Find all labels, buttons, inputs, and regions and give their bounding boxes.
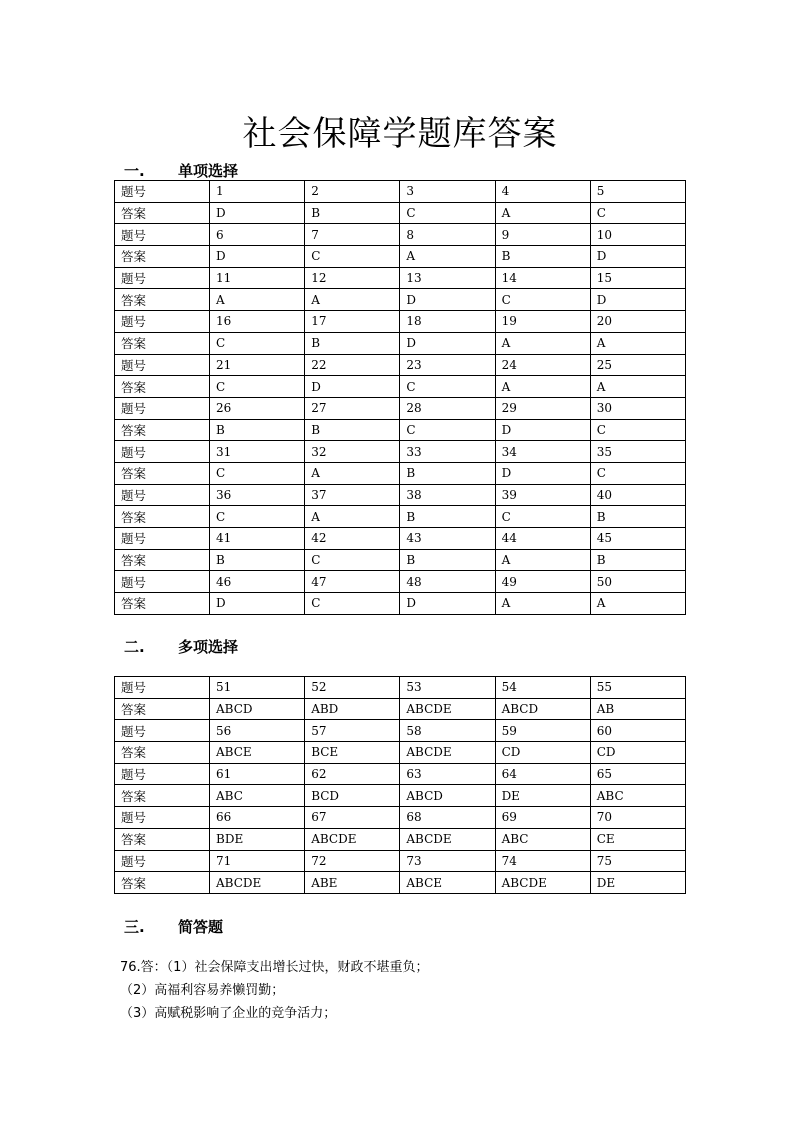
answer-cell: C: [590, 419, 685, 441]
answer-label-cell: 答案: [115, 202, 210, 224]
answer-cell: CD: [590, 742, 685, 764]
answer-line: （2）高福利容易养懒罚勤；: [120, 983, 285, 998]
question-number-cell: 49: [495, 571, 590, 593]
question-number-cell: 9: [495, 224, 590, 246]
question-label-cell: 题号: [115, 528, 210, 550]
question-row: [115, 484, 686, 506]
question-row: [115, 528, 686, 550]
answer-label-cell: 答案: [115, 742, 210, 764]
answer-cell: C: [590, 202, 685, 224]
question-number-cell: 27: [305, 397, 400, 419]
answer-row: [115, 376, 686, 398]
question-number-cell: 63: [400, 763, 495, 785]
answer-row: [115, 742, 686, 764]
answer-row: [115, 549, 686, 571]
answer-cell: B: [305, 419, 400, 441]
question-number-cell: 38: [400, 484, 495, 506]
question-label-cell: 题号: [115, 224, 210, 246]
answer-cell: ABC: [210, 785, 305, 807]
answer-cell: D: [305, 376, 400, 398]
question-number-cell: 45: [590, 528, 685, 550]
answer-cell: A: [400, 246, 495, 268]
single-choice-table: [114, 180, 686, 615]
section-heading-short-answer: [124, 916, 223, 937]
answer-cell: C: [400, 376, 495, 398]
answer-row: [115, 289, 686, 311]
answer-cell: B: [400, 506, 495, 528]
question-number-cell: 40: [590, 484, 685, 506]
question-row: [115, 763, 686, 785]
question-label-cell: 题号: [115, 763, 210, 785]
answer-cell: ABE: [305, 872, 400, 894]
question-number-cell: 28: [400, 397, 495, 419]
question-number-cell: 13: [400, 267, 495, 289]
question-number-cell: 30: [590, 397, 685, 419]
answer-label-cell: 答案: [115, 872, 210, 894]
answer-cell: A: [495, 202, 590, 224]
question-number-cell: 74: [495, 850, 590, 872]
question-row: [115, 677, 686, 699]
question-number-cell: 11: [210, 267, 305, 289]
question-number-cell: 10: [590, 224, 685, 246]
answer-cell: D: [495, 462, 590, 484]
answer-cell: ABCDE: [495, 872, 590, 894]
answer-cell: C: [590, 462, 685, 484]
question-number-cell: 33: [400, 441, 495, 463]
question-label-cell: 题号: [115, 181, 210, 203]
question-number-cell: 60: [590, 720, 685, 742]
question-label-cell: 题号: [115, 807, 210, 829]
question-number-cell: 3: [400, 181, 495, 203]
answer-cell: A: [495, 376, 590, 398]
answer-cell: BCE: [305, 742, 400, 764]
question-number-cell: 62: [305, 763, 400, 785]
question-number-cell: 61: [210, 763, 305, 785]
question-number-cell: 75: [590, 850, 685, 872]
answer-row: [115, 828, 686, 850]
answer-cell: ABCD: [400, 785, 495, 807]
answer-cell: A: [495, 593, 590, 615]
answer-cell: ABCDE: [210, 872, 305, 894]
question-label-cell: 题号: [115, 397, 210, 419]
answer-cell: A: [495, 332, 590, 354]
answer-cell: D: [590, 289, 685, 311]
answer-cell: C: [495, 289, 590, 311]
question-number-cell: 4: [495, 181, 590, 203]
answer-cell: ABCD: [210, 698, 305, 720]
section-label: 单项选择: [178, 162, 239, 180]
question-row: [115, 397, 686, 419]
question-row: [115, 311, 686, 333]
answer-label-cell: 答案: [115, 246, 210, 268]
question-row: [115, 720, 686, 742]
question-number-cell: 43: [400, 528, 495, 550]
question-number-cell: 54: [495, 677, 590, 699]
question-number-cell: 52: [305, 677, 400, 699]
question-number-cell: 55: [590, 677, 685, 699]
answer-cell: AB: [590, 698, 685, 720]
answer-cell: B: [590, 506, 685, 528]
question-number-cell: 73: [400, 850, 495, 872]
question-number-cell: 51: [210, 677, 305, 699]
answer-cell: ABCDE: [400, 698, 495, 720]
answer-cell: B: [400, 549, 495, 571]
question-number-cell: 50: [590, 571, 685, 593]
answer-cell: A: [495, 549, 590, 571]
answer-cell: ABC: [495, 828, 590, 850]
answer-cell: A: [590, 376, 685, 398]
answer-label-cell: 答案: [115, 698, 210, 720]
question-number-cell: 42: [305, 528, 400, 550]
question-label-cell: 题号: [115, 850, 210, 872]
answer-cell: B: [495, 246, 590, 268]
answer-cell: C: [400, 419, 495, 441]
question-number-cell: 2: [305, 181, 400, 203]
question-number-cell: 68: [400, 807, 495, 829]
answer-label-cell: 答案: [115, 332, 210, 354]
answer-cell: C: [400, 202, 495, 224]
question-number-cell: 5: [590, 181, 685, 203]
answer-cell: ABCDE: [400, 828, 495, 850]
question-number-cell: 24: [495, 354, 590, 376]
question-number-cell: 16: [210, 311, 305, 333]
section-number: 一.: [124, 162, 145, 180]
answer-cell: ABCDE: [400, 742, 495, 764]
question-number-cell: 15: [590, 267, 685, 289]
question-number-cell: 67: [305, 807, 400, 829]
question-row: [115, 441, 686, 463]
answer-cell: C: [210, 462, 305, 484]
answer-cell: C: [210, 506, 305, 528]
section-number: 三.: [124, 918, 145, 936]
answer-label-cell: 答案: [115, 549, 210, 571]
question-row: [115, 807, 686, 829]
question-number-cell: 18: [400, 311, 495, 333]
answer-cell: ABCD: [495, 698, 590, 720]
question-number-cell: 70: [590, 807, 685, 829]
question-row: [115, 224, 686, 246]
answer-row: [115, 202, 686, 224]
question-number-cell: 57: [305, 720, 400, 742]
answer-row: [115, 698, 686, 720]
question-number-cell: 44: [495, 528, 590, 550]
answer-cell: D: [400, 289, 495, 311]
question-label-cell: 题号: [115, 441, 210, 463]
question-number-cell: 34: [495, 441, 590, 463]
question-number-cell: 32: [305, 441, 400, 463]
answer-label-cell: 答案: [115, 828, 210, 850]
question-number-cell: 22: [305, 354, 400, 376]
answer-cell: CD: [495, 742, 590, 764]
answer-row: [115, 506, 686, 528]
answer-cell: A: [210, 289, 305, 311]
answer-cell: DE: [495, 785, 590, 807]
question-row: [115, 571, 686, 593]
question-number-cell: 39: [495, 484, 590, 506]
question-number-cell: 19: [495, 311, 590, 333]
page-title: 社会保障学题库答案: [242, 114, 558, 154]
question-number-cell: 21: [210, 354, 305, 376]
answer-cell: C: [495, 506, 590, 528]
answer-cell: A: [305, 462, 400, 484]
answer-cell: D: [400, 332, 495, 354]
question-number-cell: 20: [590, 311, 685, 333]
question-number-cell: 48: [400, 571, 495, 593]
answer-cell: B: [305, 202, 400, 224]
answer-cell: C: [210, 376, 305, 398]
question-number-cell: 12: [305, 267, 400, 289]
answer-cell: D: [210, 246, 305, 268]
question-number-cell: 31: [210, 441, 305, 463]
answer-row: [115, 593, 686, 615]
answer-cell: B: [210, 549, 305, 571]
question-number-cell: 36: [210, 484, 305, 506]
answer-cell: A: [590, 332, 685, 354]
answer-row: [115, 785, 686, 807]
answer-cell: ABD: [305, 698, 400, 720]
question-number-cell: 26: [210, 397, 305, 419]
answer-label-cell: 答案: [115, 376, 210, 398]
question-label-cell: 题号: [115, 677, 210, 699]
question-number-cell: 29: [495, 397, 590, 419]
question-number-cell: 56: [210, 720, 305, 742]
question-label-cell: 题号: [115, 267, 210, 289]
answer-cell: D: [400, 593, 495, 615]
section-label: 多项选择: [178, 638, 239, 656]
answer-row: [115, 462, 686, 484]
answer-cell: ABCE: [400, 872, 495, 894]
answer-cell: DE: [590, 872, 685, 894]
section-label: 简答题: [178, 918, 224, 936]
question-row: [115, 181, 686, 203]
question-number-cell: 6: [210, 224, 305, 246]
answer-cell: D: [210, 202, 305, 224]
answer-cell: B: [590, 549, 685, 571]
answer-cell: D: [590, 246, 685, 268]
answer-label-cell: 答案: [115, 593, 210, 615]
answer-cell: ABCDE: [305, 828, 400, 850]
answer-cell: BCD: [305, 785, 400, 807]
answer-cell: A: [305, 289, 400, 311]
answer-cell: B: [305, 332, 400, 354]
question-number-cell: 69: [495, 807, 590, 829]
question-number-cell: 17: [305, 311, 400, 333]
answer-cell: CE: [590, 828, 685, 850]
answer-cell: A: [590, 593, 685, 615]
question-label-cell: 题号: [115, 571, 210, 593]
question-number-cell: 59: [495, 720, 590, 742]
answer-cell: D: [495, 419, 590, 441]
answer-cell: C: [305, 246, 400, 268]
section-heading-single-choice: [124, 160, 238, 181]
question-number-cell: 35: [590, 441, 685, 463]
question-label-cell: 题号: [115, 354, 210, 376]
answer-cell: C: [305, 593, 400, 615]
answer-cell: ABCE: [210, 742, 305, 764]
question-number-cell: 41: [210, 528, 305, 550]
answer-row: [115, 872, 686, 894]
question-number-cell: 58: [400, 720, 495, 742]
answer-cell: B: [210, 419, 305, 441]
answer-label-cell: 答案: [115, 462, 210, 484]
question-row: [115, 850, 686, 872]
answer-label-cell: 答案: [115, 785, 210, 807]
question-number-cell: 25: [590, 354, 685, 376]
answer-cell: C: [210, 332, 305, 354]
answer-cell: BDE: [210, 828, 305, 850]
question-number-cell: 66: [210, 807, 305, 829]
answer-line: （3）高赋税影响了企业的竞争活力；: [120, 1006, 337, 1021]
question-number-cell: 23: [400, 354, 495, 376]
answer-cell: D: [210, 593, 305, 615]
question-number-cell: 65: [590, 763, 685, 785]
question-number-cell: 37: [305, 484, 400, 506]
answer-row: [115, 332, 686, 354]
question-number-cell: 8: [400, 224, 495, 246]
multiple-choice-table: [114, 676, 686, 894]
question-number-cell: 64: [495, 763, 590, 785]
section-heading-multiple-choice: [124, 636, 238, 657]
answer-cell: B: [400, 462, 495, 484]
short-answer-block: [120, 956, 428, 1025]
answer-line: 76.答：（1）社会保障支出增长过快，财政不堪重负；: [120, 960, 429, 975]
answer-label-cell: 答案: [115, 289, 210, 311]
question-label-cell: 题号: [115, 484, 210, 506]
answer-cell: ABC: [590, 785, 685, 807]
question-number-cell: 7: [305, 224, 400, 246]
answer-label-cell: 答案: [115, 419, 210, 441]
question-number-cell: 47: [305, 571, 400, 593]
answer-row: [115, 246, 686, 268]
answer-cell: A: [305, 506, 400, 528]
answer-label-cell: 答案: [115, 506, 210, 528]
question-number-cell: 53: [400, 677, 495, 699]
section-number: 二.: [124, 638, 145, 656]
question-number-cell: 1: [210, 181, 305, 203]
question-number-cell: 14: [495, 267, 590, 289]
question-row: [115, 267, 686, 289]
answer-row: [115, 419, 686, 441]
question-number-cell: 72: [305, 850, 400, 872]
answer-cell: C: [305, 549, 400, 571]
question-row: [115, 354, 686, 376]
question-number-cell: 71: [210, 850, 305, 872]
question-number-cell: 46: [210, 571, 305, 593]
question-label-cell: 题号: [115, 311, 210, 333]
question-label-cell: 题号: [115, 720, 210, 742]
